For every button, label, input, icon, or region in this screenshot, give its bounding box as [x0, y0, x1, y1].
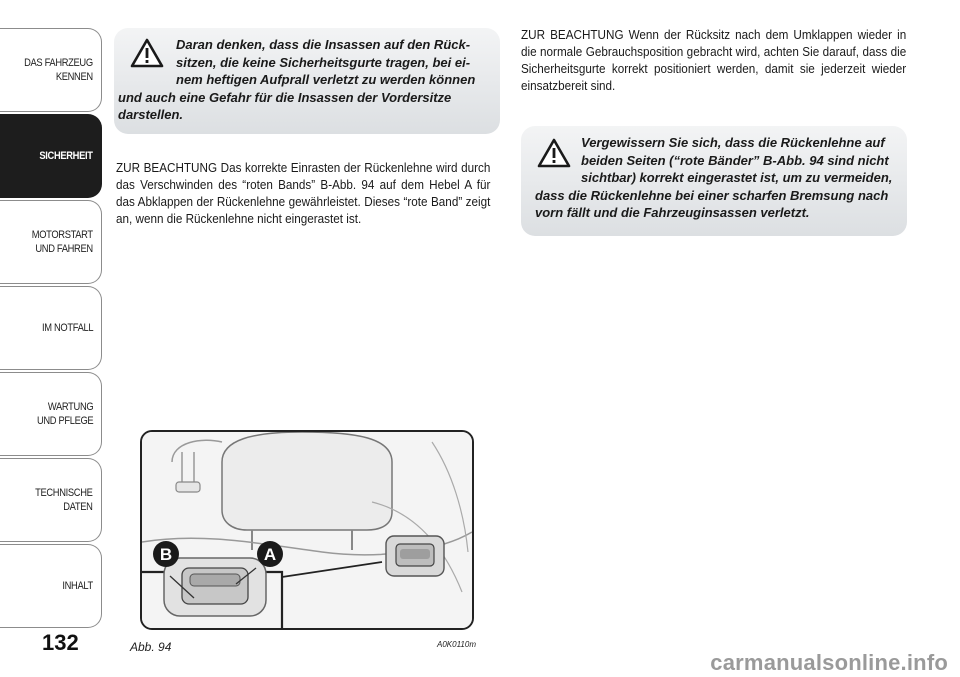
warning-text-line: sitzen, die keine Sicherheitsgurte tragen, bei ei-: [176, 54, 471, 70]
tab-label: WARTUNG UND PFLEGE: [36, 401, 93, 427]
tab-label: MOTORSTART UND FAHREN: [31, 229, 93, 255]
note-left-text: ZUR BEACHTUNG Das korrekte Einrasten der Rückenlehne wird durch das Verschwinden des “roten Bands” B-Abb. 94 auf dem Hebel A für das Abklappen der Rückenlehne gewährleistet. Dieses “rote Band” zeigt an, wenn die Rückenlehne nicht eingerastet ist.: [116, 160, 491, 226]
watermark-link[interactable]: carmanualsonline.info: [710, 650, 948, 675]
warning-text-line: nem heftigen Aufprall verletzt zu werden können: [176, 72, 476, 87]
warning-text-line: Vergewissern Sie sich, dass die Rückenlehne auf: [581, 135, 885, 150]
warning-text-line: sichtbar) korrekt eingerastet ist, um zu vermeiden,: [581, 170, 893, 185]
warning-box-occupants: [114, 28, 500, 134]
label-a: A: [263, 545, 277, 564]
tab-label: INHALT: [62, 580, 93, 592]
tab-inhalt[interactable]: [0, 544, 102, 628]
warning-text-line: vorn fällt und die Fahrzeuginsassen verletzt.: [535, 205, 810, 220]
tab-motorstart-und-fahren[interactable]: [0, 200, 102, 284]
warning-triangle-icon: [537, 138, 571, 168]
warning-triangle-icon: [130, 38, 164, 68]
warning-box-backrest: [521, 126, 907, 236]
tab-label: IM NOTFALL: [41, 322, 93, 334]
warning-text-line: Daran denken, dass die Insassen auf den Rück-: [176, 37, 471, 52]
tab-label: TECHNISCHE DATEN: [35, 487, 93, 513]
warning-text-line: darstellen.: [118, 107, 184, 122]
seat-backrest-illustration: [142, 432, 472, 628]
tab-im-notfall[interactable]: [0, 286, 102, 370]
tab-das-fahrzeug-kennen[interactable]: [0, 28, 102, 112]
tab-wartung-und-pflege[interactable]: [0, 372, 102, 456]
tab-sicherheit[interactable]: [0, 114, 102, 198]
warning-text-line: beiden Seiten (“rote Bänder” B-Abb. 94 sind nicht: [581, 152, 889, 168]
figure-seat-backrest: [140, 430, 474, 630]
warning-text-line: und auch eine Gefahr für die Insassen der Vordersitze: [118, 89, 452, 105]
label-b: B: [159, 545, 173, 564]
tab-label: SICHERHEIT: [39, 150, 93, 162]
page-number: 132: [42, 630, 79, 655]
note-right-text: ZUR BEACHTUNG Wenn der Rücksitz nach dem Umklappen wieder in die normale Gebrauchsposition gebracht wird, achten Sie darauf, dass die Sicherheitsgurte korrekt positioniert werden, damit sie jederzeit wieder einsatzbereit sind.: [521, 27, 907, 93]
warning-text-line: dass die Rückenlehne bei einer scharfen Bremsung nach: [535, 187, 889, 203]
tab-technische-daten[interactable]: [0, 458, 102, 542]
figure-caption: Abb. 94: [130, 640, 172, 654]
figure-code: A0K0110m: [437, 640, 476, 649]
tab-label: DAS FAHRZEUG KENNEN: [24, 57, 93, 83]
